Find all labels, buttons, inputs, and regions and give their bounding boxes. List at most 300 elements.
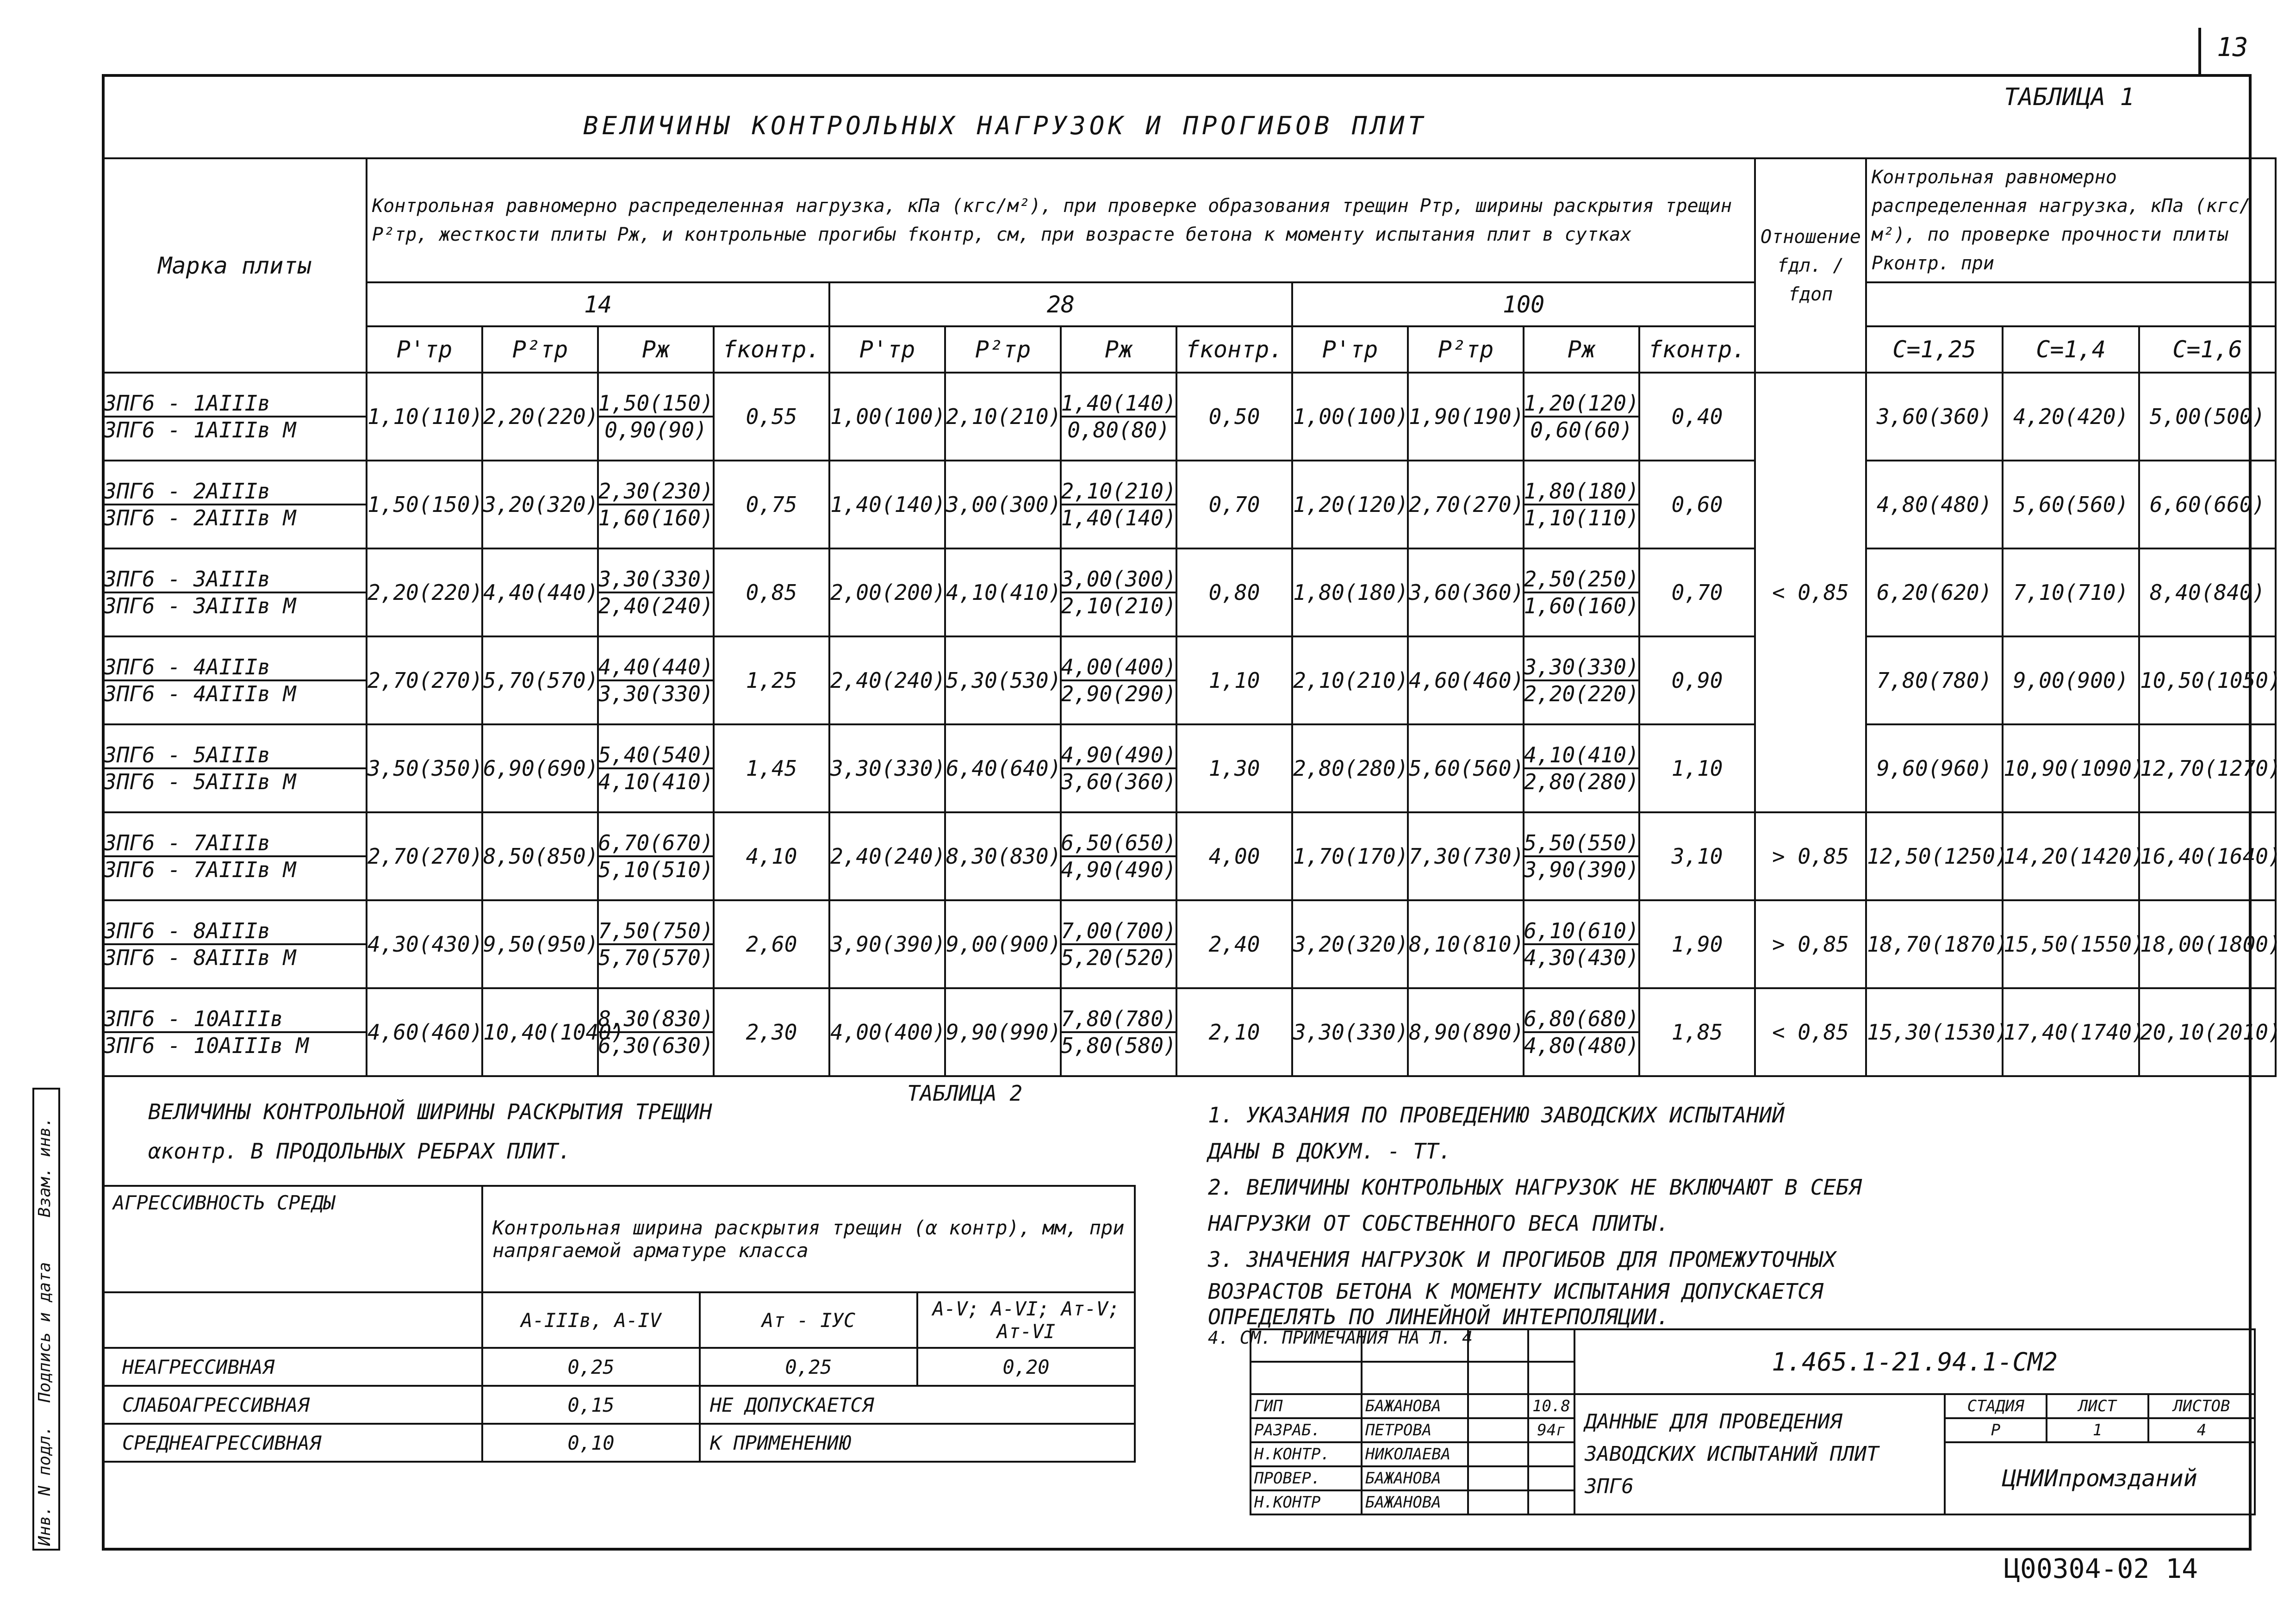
value-cell: 3,30(330) bbox=[829, 724, 945, 812]
table-label: ТАБЛИЦА 1 bbox=[2004, 83, 2134, 111]
value-cell: 10,40(1040) bbox=[482, 988, 598, 1076]
stamp-signature bbox=[1468, 1418, 1528, 1442]
col-brand: Марка плиты bbox=[103, 158, 367, 373]
value-cell: 2,40(240) bbox=[829, 812, 945, 900]
stiffness-a: 3,00(300) bbox=[1062, 567, 1176, 593]
stiffness-b: 0,80(80) bbox=[1067, 417, 1170, 442]
strength-cell: 7,80(780) bbox=[1866, 636, 2003, 724]
stiffness-a: 2,50(250) bbox=[1524, 567, 1638, 593]
stiffness-b: 4,30(430) bbox=[1524, 945, 1639, 970]
deflection-cell: 1,85 bbox=[1639, 988, 1755, 1076]
deflection-cell: 1,30 bbox=[1176, 724, 1292, 812]
brand-cell bbox=[103, 900, 367, 988]
brand-b: 3ПГ6 - 1АIIIв М bbox=[104, 417, 296, 442]
page-number: 13 bbox=[2217, 32, 2248, 62]
stiffness-cell bbox=[598, 636, 714, 724]
deflection-cell: 1,45 bbox=[714, 724, 829, 812]
sub-p2tr: P²тр bbox=[482, 326, 598, 373]
stamp-name: ПЕТРОВА bbox=[1362, 1418, 1468, 1442]
stiffness-b: 0,90(90) bbox=[604, 417, 707, 442]
table-row bbox=[103, 988, 2276, 1076]
stiffness-b: 2,80(280) bbox=[1524, 769, 1639, 794]
stiffness-cell bbox=[1061, 724, 1176, 812]
value-cell: 1,80(180) bbox=[1292, 548, 1408, 636]
stiffness-cell bbox=[598, 461, 714, 548]
stiffness-b: 5,20(520) bbox=[1061, 945, 1176, 970]
t2-env-spacer bbox=[103, 1292, 482, 1348]
brand-b: 3ПГ6 - 8АIIIв М bbox=[104, 945, 296, 970]
stiffness-cell bbox=[598, 548, 714, 636]
brand-cell bbox=[103, 373, 367, 461]
table-row bbox=[103, 1424, 1135, 1462]
load-table-body bbox=[103, 373, 2281, 1076]
stamp-date bbox=[1528, 1442, 1574, 1466]
deflection-cell: 2,60 bbox=[714, 900, 829, 988]
stiffness-b: 1,60(160) bbox=[598, 505, 714, 530]
stiffness-cell bbox=[1524, 373, 1639, 461]
deflection-cell: 2,40 bbox=[1176, 900, 1292, 988]
stiffness-b: 3,30(330) bbox=[598, 681, 714, 706]
value-cell: 6,90(690) bbox=[482, 724, 598, 812]
table2-title-2: αконтр. В ПРОДОЛЬНЫХ РЕБРАХ ПЛИТ. bbox=[148, 1139, 571, 1164]
value-cell: 3,90(390) bbox=[829, 900, 945, 988]
title-block bbox=[1250, 1328, 2256, 1515]
stiffness-cell bbox=[1061, 812, 1176, 900]
load-table bbox=[102, 157, 2281, 1077]
stiffness-cell bbox=[1061, 900, 1176, 988]
brand-a: 3ПГ6 - 8АIIIв bbox=[104, 918, 366, 945]
stiffness-a: 5,40(540) bbox=[599, 742, 713, 769]
width-cell: 0,10 bbox=[482, 1424, 700, 1462]
ratio-cell: < 0,85 bbox=[1755, 373, 1866, 812]
stiffness-cell bbox=[598, 812, 714, 900]
deflection-cell: 0,75 bbox=[714, 461, 829, 548]
strength-cell: 12,70(1270) bbox=[2139, 724, 2276, 812]
value-cell: 2,10(210) bbox=[945, 373, 1061, 461]
header-main: Контрольная равномерно распределенная нагрузка, кПа (кгс/м²), при проверке образования трещин Pтр, ширины раскрытия трещин P²тр, жесткости плиты Pж, и контрольные прогибы fконтр, см, при возрасте бетона к моменту испытания плит в сутках bbox=[367, 158, 1755, 282]
stiffness-b: 0,60(60) bbox=[1530, 417, 1633, 442]
sub-p2tr: P²тр bbox=[1408, 326, 1524, 373]
notes bbox=[1208, 1097, 1861, 1347]
value-cell: 2,80(280) bbox=[1292, 724, 1408, 812]
stiffness-b: 5,80(580) bbox=[1061, 1033, 1176, 1058]
strength-cell: 18,00(1800) bbox=[2139, 900, 2276, 988]
age-100: 100 bbox=[1292, 282, 1755, 326]
value-cell: 3,00(300) bbox=[945, 461, 1061, 548]
c-125: C=1,25 bbox=[1866, 326, 2003, 373]
note-line: 2. ВЕЛИЧИНЫ КОНТРОЛЬНЫХ НАГРУЗОК НЕ ВКЛЮЧАЮТ В СЕБЯ bbox=[1208, 1175, 1862, 1200]
stiffness-b: 4,10(410) bbox=[598, 769, 714, 794]
value-cell: 4,60(460) bbox=[367, 988, 482, 1076]
stiffness-a: 6,70(670) bbox=[599, 830, 713, 857]
stiffness-cell bbox=[598, 373, 714, 461]
brand-a: 3ПГ6 - 3АIIIв bbox=[104, 567, 366, 593]
stamp-role: Н.КОНТР bbox=[1251, 1490, 1362, 1514]
t2-col-width: Контрольная ширина раскрытия трещин (α контр), мм, при напрягаемой арматуре класса bbox=[482, 1186, 1135, 1292]
env-cell: СЛАБОАГРЕССИВНАЯ bbox=[103, 1386, 482, 1424]
deflection-cell: 0,50 bbox=[1176, 373, 1292, 461]
width-cell: НЕ ДОПУСКАЕТСЯ bbox=[700, 1386, 917, 1424]
stamp-name: НИКОЛАЕВА bbox=[1362, 1442, 1468, 1466]
brand-a: 3ПГ6 - 4АIIIв bbox=[104, 654, 366, 681]
stamp-signature bbox=[1468, 1490, 1528, 1514]
value-cell: 1,00(100) bbox=[829, 373, 945, 461]
value-cell: 2,70(270) bbox=[367, 636, 482, 724]
deflection-cell: 0,60 bbox=[1639, 461, 1755, 548]
footer-code: Ц00304-02 14 bbox=[2004, 1553, 2198, 1584]
deflection-cell: 1,10 bbox=[1176, 636, 1292, 724]
side-labels bbox=[32, 1088, 102, 1551]
stiffness-a: 8,30(830) bbox=[599, 1006, 713, 1033]
value-cell: 8,50(850) bbox=[482, 812, 598, 900]
table-row bbox=[103, 373, 2276, 461]
table-row bbox=[103, 1386, 1135, 1424]
value-cell: 2,40(240) bbox=[829, 636, 945, 724]
brand-b: 3ПГ6 - 5АIIIв М bbox=[104, 769, 296, 794]
stiffness-b: 2,90(290) bbox=[1061, 681, 1176, 706]
table-row bbox=[103, 724, 2276, 812]
width-cell bbox=[917, 1424, 1135, 1462]
stiffness-b: 4,80(480) bbox=[1524, 1033, 1639, 1058]
stiffness-cell bbox=[598, 988, 714, 1076]
brand-b: 3ПГ6 - 3АIIIв М bbox=[104, 593, 296, 618]
stamp-role: ПРОВЕР. bbox=[1251, 1466, 1362, 1490]
strength-cell: 15,50(1550) bbox=[2003, 900, 2139, 988]
strength-cell: 18,70(1870) bbox=[1866, 900, 2003, 988]
width-cell bbox=[917, 1386, 1135, 1424]
note-line: ДАНЫ В ДОКУМ. - ТТ. bbox=[1208, 1139, 1452, 1164]
sub-fkontr: fконтр. bbox=[1176, 326, 1292, 373]
deflection-cell: 0,70 bbox=[1639, 548, 1755, 636]
value-cell: 4,40(440) bbox=[482, 548, 598, 636]
value-cell: 2,10(210) bbox=[1292, 636, 1408, 724]
stiffness-a: 6,80(680) bbox=[1524, 1006, 1638, 1033]
value-cell: 4,30(430) bbox=[367, 900, 482, 988]
value-cell: 2,00(200) bbox=[829, 548, 945, 636]
width-cell: 0,15 bbox=[482, 1386, 700, 1424]
stiffness-a: 5,50(550) bbox=[1524, 830, 1638, 857]
deflection-cell: 0,55 bbox=[714, 373, 829, 461]
value-cell: 9,00(900) bbox=[945, 900, 1061, 988]
brand-a: 3ПГ6 - 10АIIIв bbox=[104, 1006, 366, 1033]
sub-pzh: Pж bbox=[1524, 326, 1639, 373]
brand-a: 3ПГ6 - 1АIIIв bbox=[104, 391, 366, 417]
value-cell: 5,70(570) bbox=[482, 636, 598, 724]
brand-a: 3ПГ6 - 7АIIIв bbox=[104, 830, 366, 857]
stiffness-cell bbox=[1061, 548, 1176, 636]
age-28: 28 bbox=[829, 282, 1292, 326]
stiffness-a: 2,10(210) bbox=[1062, 479, 1176, 505]
stamp-name: БАЖАНОВА bbox=[1362, 1394, 1468, 1418]
strength-cell: 3,60(360) bbox=[1866, 373, 2003, 461]
brand-a: 3ПГ6 - 2АIIIв bbox=[104, 479, 366, 505]
stiffness-a: 4,90(490) bbox=[1062, 742, 1176, 769]
c-16: C=1,6 bbox=[2139, 326, 2276, 373]
value-cell: 1,20(120) bbox=[1292, 461, 1408, 548]
strength-cell: 14,20(1420) bbox=[2003, 812, 2139, 900]
value-cell: 1,40(140) bbox=[829, 461, 945, 548]
deflection-cell: 2,30 bbox=[714, 988, 829, 1076]
width-cell: 0,25 bbox=[482, 1348, 700, 1386]
value-cell: 1,00(100) bbox=[1292, 373, 1408, 461]
stiffness-a: 1,50(150) bbox=[599, 391, 713, 417]
width-cell: 0,25 bbox=[700, 1348, 917, 1386]
sheets-label: ЛИСТОВ bbox=[2148, 1394, 2255, 1418]
stiffness-a: 3,30(330) bbox=[599, 567, 713, 593]
strength-cell: 6,20(620) bbox=[1866, 548, 2003, 636]
stiffness-a: 3,30(330) bbox=[1524, 654, 1638, 681]
value-cell: 8,90(890) bbox=[1408, 988, 1524, 1076]
env-cell: НЕАГРЕССИВНАЯ bbox=[103, 1348, 482, 1386]
stiffness-a: 4,10(410) bbox=[1524, 742, 1638, 769]
brand-b: 3ПГ6 - 4АIIIв М bbox=[104, 681, 296, 706]
strength-cell: 15,30(1530) bbox=[1866, 988, 2003, 1076]
note-line: 1. УКАЗАНИЯ ПО ПРОВЕДЕНИЮ ЗАВОДСКИХ ИСПЫТАНИЙ bbox=[1208, 1103, 1785, 1128]
width-cell: К ПРИМЕНЕНИЮ bbox=[700, 1424, 917, 1462]
stiffness-b: 1,60(160) bbox=[1524, 593, 1639, 618]
t2-class-3: А-V; А-VI; Ат-V; Ат-VI bbox=[917, 1292, 1135, 1348]
strength-cell: 17,40(1740) bbox=[2003, 988, 2139, 1076]
doc-title: ДАННЫЕ ДЛЯ ПРОВЕДЕНИЯ ЗАВОДСКИХ ИСПЫТАНИЙ ПЛИТ 3ПГ6 bbox=[1574, 1394, 1945, 1514]
note-line: 3. ЗНАЧЕНИЯ НАГРУЗОК И ПРОГИБОВ ДЛЯ ПРОМЕЖУТОЧНЫХ bbox=[1208, 1247, 1836, 1272]
stamp-date bbox=[1528, 1490, 1574, 1514]
side-label-vzam: Взам. инв. bbox=[35, 1117, 54, 1217]
t2-class-2: Ат - IУС bbox=[700, 1292, 917, 1348]
stiffness-a: 7,50(750) bbox=[599, 918, 713, 945]
ratio-cell: < 0,85 bbox=[1755, 988, 1866, 1076]
stiffness-b: 2,10(210) bbox=[1061, 593, 1176, 618]
strength-cell: 4,20(420) bbox=[2003, 373, 2139, 461]
c-14: C=1,4 bbox=[2003, 326, 2139, 373]
deflection-cell: 0,80 bbox=[1176, 548, 1292, 636]
stiffness-a: 6,50(650) bbox=[1062, 830, 1176, 857]
sub-ptr: P'тр bbox=[829, 326, 945, 373]
stage-label: СТАДИЯ bbox=[1945, 1394, 2047, 1418]
sub-ptr: P'тр bbox=[1292, 326, 1408, 373]
sub-pzh: Pж bbox=[598, 326, 714, 373]
deflection-cell: 1,90 bbox=[1639, 900, 1755, 988]
stiffness-cell bbox=[1061, 636, 1176, 724]
doc-code: 1.465.1-21.94.1-СМ2 bbox=[1574, 1329, 2255, 1394]
value-cell: 2,70(270) bbox=[367, 812, 482, 900]
value-cell: 9,50(950) bbox=[482, 900, 598, 988]
strength-cell: 20,10(2010) bbox=[2139, 988, 2276, 1076]
stamp-date: 10.8 bbox=[1528, 1394, 1574, 1418]
brand-b: 3ПГ6 - 2АIIIв М bbox=[104, 505, 296, 530]
deflection-cell: 1,10 bbox=[1639, 724, 1755, 812]
value-cell: 4,00(400) bbox=[829, 988, 945, 1076]
value-cell: 5,60(560) bbox=[1408, 724, 1524, 812]
strength-cell: 9,00(900) bbox=[2003, 636, 2139, 724]
ratio-cell: > 0,85 bbox=[1755, 812, 1866, 900]
brand-cell bbox=[103, 461, 367, 548]
stiffness-cell bbox=[1524, 900, 1639, 988]
stamp-role: ГИП bbox=[1251, 1394, 1362, 1418]
stiffness-cell bbox=[1524, 461, 1639, 548]
stiffness-cell bbox=[1524, 988, 1639, 1076]
brand-b: 3ПГ6 - 7АIIIв М bbox=[104, 857, 296, 882]
value-cell: 8,10(810) bbox=[1408, 900, 1524, 988]
stiffness-b: 5,70(570) bbox=[598, 945, 714, 970]
table-row bbox=[103, 548, 2276, 636]
stage-value: Р bbox=[1945, 1418, 2047, 1442]
value-cell: 3,20(320) bbox=[1292, 900, 1408, 988]
sheet-value: 1 bbox=[2047, 1418, 2148, 1442]
value-cell: 1,90(190) bbox=[1408, 373, 1524, 461]
deflection-cell: 2,10 bbox=[1176, 988, 1292, 1076]
stiffness-a: 1,20(120) bbox=[1524, 391, 1638, 417]
note-line: ВОЗРАСТОВ БЕТОНА К МОМЕНТУ ИСПЫТАНИЯ ДОПУСКАЕТСЯ bbox=[1208, 1279, 1823, 1304]
ratio-cell: > 0,85 bbox=[1755, 900, 1866, 988]
stamp-date: 94г bbox=[1528, 1418, 1574, 1442]
stiffness-cell bbox=[1061, 988, 1176, 1076]
value-cell: 8,30(830) bbox=[945, 812, 1061, 900]
stiffness-cell bbox=[598, 900, 714, 988]
stamp-role: Н.КОНТР. bbox=[1251, 1442, 1362, 1466]
stiffness-a: 1,40(140) bbox=[1062, 391, 1176, 417]
brand-cell bbox=[103, 636, 367, 724]
stiffness-b: 2,40(240) bbox=[598, 593, 714, 618]
deflection-cell: 0,90 bbox=[1639, 636, 1755, 724]
value-cell: 2,70(270) bbox=[1408, 461, 1524, 548]
width-cell: 0,20 bbox=[917, 1348, 1135, 1386]
stiffness-cell bbox=[1524, 636, 1639, 724]
crack-width-body bbox=[103, 1348, 1135, 1462]
deflection-cell: 1,25 bbox=[714, 636, 829, 724]
stiffness-b: 5,10(510) bbox=[598, 857, 714, 882]
stamp-signature bbox=[1468, 1442, 1528, 1466]
stamp-date bbox=[1528, 1466, 1574, 1490]
env-cell: СРЕДНЕАГРЕССИВНАЯ bbox=[103, 1424, 482, 1462]
deflection-cell: 0,85 bbox=[714, 548, 829, 636]
stiffness-cell bbox=[598, 724, 714, 812]
strength-cell: 5,60(560) bbox=[2003, 461, 2139, 548]
header-ratio: Отношение fдл. / fдоп bbox=[1755, 158, 1866, 373]
stiffness-a: 2,30(230) bbox=[599, 479, 713, 505]
sub-ptr: P'тр bbox=[367, 326, 482, 373]
value-cell: 4,10(410) bbox=[945, 548, 1061, 636]
sub-fkontr: fконтр. bbox=[1639, 326, 1755, 373]
crack-width-table bbox=[102, 1185, 1136, 1463]
stamp-row bbox=[1251, 1394, 2255, 1418]
table-row bbox=[103, 812, 2276, 900]
value-cell: 1,10(110) bbox=[367, 373, 482, 461]
stiffness-a: 6,10(610) bbox=[1524, 918, 1638, 945]
stiffness-a: 7,80(780) bbox=[1062, 1006, 1176, 1033]
brand-b: 3ПГ6 - 10АIIIв М bbox=[104, 1033, 309, 1058]
organization: ЦНИИпромзданий bbox=[1945, 1442, 2255, 1514]
stiffness-cell bbox=[1061, 461, 1176, 548]
table2-title-1: ВЕЛИЧИНЫ КОНТРОЛЬНОЙ ШИРИНЫ РАСКРЫТИЯ ТРЕЩИН bbox=[148, 1099, 712, 1124]
stiffness-cell bbox=[1524, 724, 1639, 812]
strength-spacer bbox=[1866, 282, 2276, 326]
stiffness-a: 4,00(400) bbox=[1062, 654, 1176, 681]
stamp-role: РАЗРАБ. bbox=[1251, 1418, 1362, 1442]
value-cell: 3,20(320) bbox=[482, 461, 598, 548]
value-cell: 1,50(150) bbox=[367, 461, 482, 548]
deflection-cell: 4,00 bbox=[1176, 812, 1292, 900]
value-cell: 3,50(350) bbox=[367, 724, 482, 812]
stiffness-b: 3,60(360) bbox=[1061, 769, 1176, 794]
value-cell: 1,70(170) bbox=[1292, 812, 1408, 900]
note-line: 4. СМ. ПРИМЕЧАНИЯ НА Л. 4 bbox=[1208, 1327, 1473, 1348]
sub-p2tr: P²тр bbox=[945, 326, 1061, 373]
table-row bbox=[103, 900, 2276, 988]
value-cell: 5,30(530) bbox=[945, 636, 1061, 724]
brand-a: 3ПГ6 - 5АIIIв bbox=[104, 742, 366, 769]
stamp-name: БАЖАНОВА bbox=[1362, 1466, 1468, 1490]
side-label-sign: Подпись и дата bbox=[35, 1262, 54, 1402]
strength-cell: 10,90(1090) bbox=[2003, 724, 2139, 812]
strength-cell: 5,00(500) bbox=[2139, 373, 2276, 461]
stamp-signature bbox=[1468, 1466, 1528, 1490]
deflection-cell: 0,40 bbox=[1639, 373, 1755, 461]
stiffness-a: 1,80(180) bbox=[1524, 479, 1638, 505]
side-label-inv: Инв. N подл. bbox=[35, 1425, 54, 1546]
deflection-cell: 0,70 bbox=[1176, 461, 1292, 548]
value-cell: 3,30(330) bbox=[1292, 988, 1408, 1076]
stiffness-b: 6,30(630) bbox=[598, 1033, 714, 1058]
strength-cell: 4,80(480) bbox=[1866, 461, 2003, 548]
sub-pzh: Pж bbox=[1061, 326, 1176, 373]
strength-cell: 10,50(1050) bbox=[2139, 636, 2276, 724]
strength-cell: 12,50(1250) bbox=[1866, 812, 2003, 900]
brand-cell bbox=[103, 812, 367, 900]
stamp-signature bbox=[1468, 1394, 1528, 1418]
stiffness-b: 2,20(220) bbox=[1524, 681, 1639, 706]
stiffness-b: 1,10(110) bbox=[1524, 505, 1639, 530]
t2-class-1: А-IIIв, А-IV bbox=[482, 1292, 700, 1348]
value-cell: 4,60(460) bbox=[1408, 636, 1524, 724]
page-title: ВЕЛИЧИНЫ КОНТРОЛЬНЫХ НАГРУЗОК И ПРОГИБОВ ПЛИТ bbox=[583, 111, 1427, 140]
value-cell: 2,20(220) bbox=[367, 548, 482, 636]
value-cell: 6,40(640) bbox=[945, 724, 1061, 812]
value-cell: 7,30(730) bbox=[1408, 812, 1524, 900]
strength-cell: 9,60(960) bbox=[1866, 724, 2003, 812]
stiffness-a: 7,00(700) bbox=[1062, 918, 1176, 945]
deflection-cell: 4,10 bbox=[714, 812, 829, 900]
stiffness-cell bbox=[1061, 373, 1176, 461]
value-cell: 2,20(220) bbox=[482, 373, 598, 461]
table-row bbox=[103, 636, 2276, 724]
age-14: 14 bbox=[367, 282, 829, 326]
strength-cell: 7,10(710) bbox=[2003, 548, 2139, 636]
stamp-name: БАЖАНОВА bbox=[1362, 1490, 1468, 1514]
brand-cell bbox=[103, 988, 367, 1076]
header-strength: Контрольная равномерно распределенная нагрузка, кПа (кгс/м²), по проверке прочности плиты Pконтр. при bbox=[1866, 158, 2276, 282]
note-line: ОПРЕДЕЛЯТЬ ПО ЛИНЕЙНОЙ ИНТЕРПОЛЯЦИИ. bbox=[1208, 1304, 1669, 1329]
strength-cell: 6,60(660) bbox=[2139, 461, 2276, 548]
stiffness-b: 4,90(490) bbox=[1061, 857, 1176, 882]
strength-cell: 8,40(840) bbox=[2139, 548, 2276, 636]
brand-cell bbox=[103, 548, 367, 636]
stiffness-a: 4,40(440) bbox=[599, 654, 713, 681]
note-line: НАГРУЗКИ ОТ СОБСТВЕННОГО ВЕСА ПЛИТЫ. bbox=[1208, 1211, 1669, 1236]
brand-cell bbox=[103, 724, 367, 812]
strength-cell: 16,40(1640) bbox=[2139, 812, 2276, 900]
stiffness-cell bbox=[1524, 548, 1639, 636]
table-row bbox=[103, 461, 2276, 548]
t2-col-env: АГРЕССИВНОСТЬ СРЕДЫ bbox=[103, 1186, 482, 1292]
sheet-label: ЛИСТ bbox=[2047, 1394, 2148, 1418]
table2-label: ТАБЛИЦА 2 bbox=[907, 1081, 1023, 1106]
stiffness-cell bbox=[1524, 812, 1639, 900]
value-cell: 3,60(360) bbox=[1408, 548, 1524, 636]
table-row bbox=[103, 1348, 1135, 1386]
sub-fkontr: fконтр. bbox=[714, 326, 829, 373]
value-cell: 9,90(990) bbox=[945, 988, 1061, 1076]
stiffness-b: 1,40(140) bbox=[1061, 505, 1176, 530]
